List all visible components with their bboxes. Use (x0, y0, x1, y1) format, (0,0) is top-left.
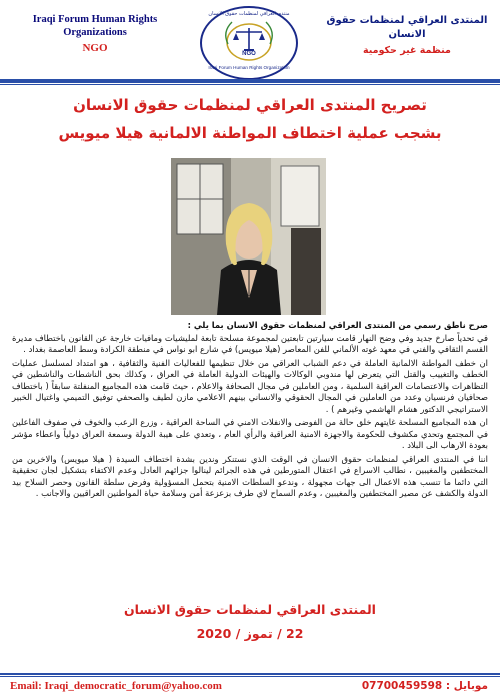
footer-phone[interactable]: موبايل : 07700459598 (361, 680, 488, 692)
header-divider (0, 79, 500, 83)
footer-email[interactable]: Email: Iraqi_democratic_forum@yahoo.com (10, 680, 222, 692)
header-arabic (322, 14, 492, 58)
statement-paragraph: اننا في المنتدى العراقي لمنظمات حقوق الانسان في الوقت الذي نستنكر وندين بشدة اختطاف السيدة ( هيلا ميويس) والاخرين من المختطفين والمغيبين ، نطالب الاسراع في اعتقال المتورطين في هذه الجرائم لينالوا جزائهم العادل وعدم الاكتفاء بتشكيل لجان تحقيقية التي دائما ما تنسب هذه الاعمال الى جهات مجهولة ، وندعو السلطات الامنية بتحمل المسؤولية وفرض سلطة القانون وحصر السلاح بيد الدولة والكشف عن مصير المختطفين والمغيبين ، وعدم السماح لاي طرف بزعزعة أمن وسلامة حياة المواطنين العراقيين والاجانب . (12, 453, 488, 498)
statement-paragraph: ان خطف المواطنة الالمانية العاملة في دعم الشباب العراقي من خلال تنظيمها للفعاليات الفنية والثقافية ، هو امتداد لمسلسل عمليات الخطف والتغييب والقتل التي يتعرض لها مندوبي الوكالات والهيئات الدولية العاملة في العراق ، وكذلك بحق الناشطات والناشطين في التظاهرات والاعتصامات العراقية السلمية ، ومن العاملين في مجال الصحافة والاعلام ، حيث قامت هذه المجاميع المنفلتة سابقاً ( باختطاف صحافيان فرنسيان وعدد من العاملين في المجال الحقوقي والانساني بينهم الاعلامي مازن لطيف والصحفي توفيق التميمي واغتيال الخبير الاستراتيجي الدكتور هشام الهاشمي وغيرهم ) . (12, 357, 488, 414)
statement-lead: صرح ناطق رسمي من المنتدى العراقي لمنظمات حقوق الانسان بما يلي : (187, 320, 488, 330)
logo-ngo-label: NGO (242, 51, 256, 57)
signature-organization: المنتدى العراقي لمنظمات حقوق الانسان (124, 602, 376, 617)
portrait-photo (171, 158, 326, 315)
organization-logo (200, 6, 298, 80)
statement-paragraph: ان هذه المجاميع المسلحة غايتهم خلق حالة من الفوضى والانفلات الامني في الساحة العراقية ، وزرع الرعب والخوف في صفوف الفاعلين في المجتمع وتحدي مكشوف للحكومة والاجهزة الامنية العراقية والرأي العام ، وتعدي على هيبة الدولة وسمعة العراق دولياً واعطاء مؤشر بعودة الارهاب الى البلاد . (12, 417, 488, 450)
statement-body (12, 320, 488, 502)
logo-english-text: Iraqi Forum Human Rights Organization (208, 65, 290, 70)
statement-subtitle: بشجب عملية اختطاف المواطنة الالمانية هيلا ميويس (58, 124, 442, 142)
portrait-illustration (171, 158, 326, 315)
header-divider-thin (0, 84, 500, 85)
statement-title: تصريح المنتدى العراقي لمنظمات حقوق الانسان (73, 96, 427, 114)
header-org-name-ar: المنتدى العراقي لمنظمات حقوق الانسان (326, 15, 488, 40)
header-ngo-en: NGO (82, 42, 108, 54)
header-org-name-en: Iraqi Forum Human Rights Organizations (32, 14, 158, 38)
signature-date: 22 / تموز / 2020 (196, 626, 304, 641)
logo-arabic-text: منتدى العراقي لمنظمات حقوق الانسان (208, 11, 290, 17)
header-ngo-ar: منظمة غير حكومية (363, 45, 451, 56)
footer-divider-thin (0, 676, 500, 677)
footer-divider (0, 673, 500, 675)
statement-paragraph: في تحدياً صارخ جديد وفي وضح النهار قامت سيارتين تابعتين لمجموعة مسلحة تابعة لمليشيات ومافيات خارجة عن القانون باختطاف مديرة القسم الثقافي والفني في معهد غوته الألماني للفن المعاصر (هيلا ميويس) في شارع ابو نواس في منطقة الكرادة وسط العاصمة بغداد . (12, 332, 488, 354)
header-english (10, 13, 180, 55)
